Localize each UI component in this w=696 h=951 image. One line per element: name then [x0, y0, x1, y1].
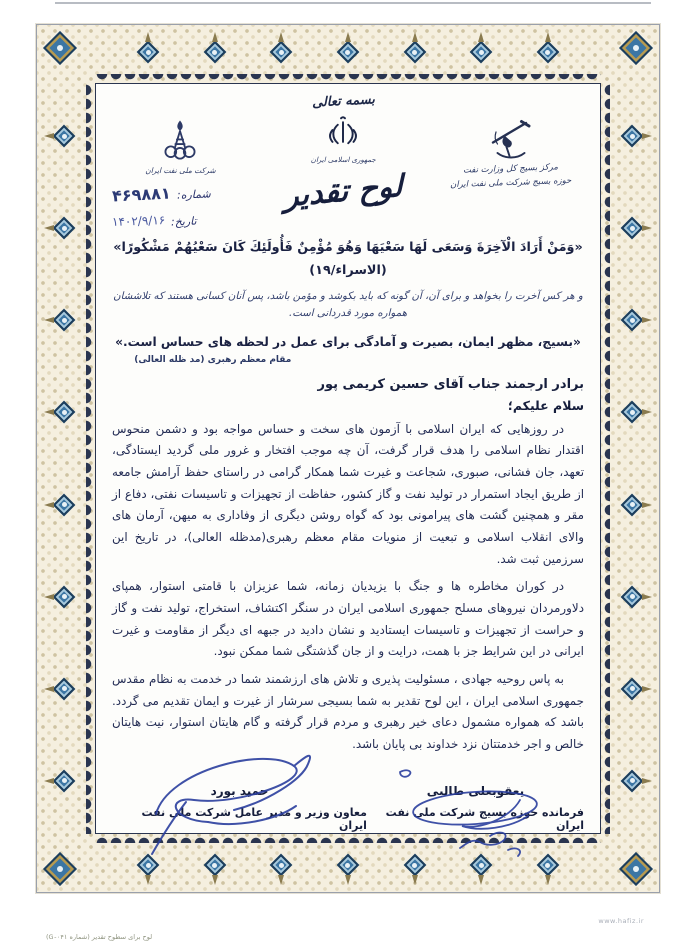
- salutation: برادر ارجمند جناب آقای حسین کریمی پور: [317, 376, 584, 392]
- nioc-org-name: شرکت ملی نفت ایران: [145, 166, 216, 175]
- border-medallion: [470, 854, 492, 876]
- number-row: [112, 185, 210, 204]
- leader-quote: «بسیج، مظهر ایمان، بصیرت و آمادگی برای عمل در لحظه های حساس است.»: [115, 334, 581, 349]
- iran-emblem-icon: [323, 113, 363, 155]
- border-medallion: [204, 854, 226, 876]
- certificate-title: لوح تقدیر: [283, 168, 403, 215]
- certificate-header: [112, 94, 584, 228]
- body-paragraph-3: به پاس روحیه جهادی ، مسئولیت پذیری و تلاش های ارزشمند شما در خدمت به نظام مقدس جمهوری اسلامی ایران ، این لوح تقدیر به شما بسیجی سرشار از غیرت و ایمان تقدیم می گردد. باشد که همواره مشمول دعای خیر رهبری و مردم قرار گرفته و گام هایتان استوار، نیت هایتان خالص و اجر خدمتتان نزد خداوند بی پایان باشد.: [112, 671, 584, 751]
- border-medallion: [53, 401, 75, 423]
- border-medallion: [537, 41, 559, 63]
- border-medallion: [53, 125, 75, 147]
- scan-artifact-line: [55, 2, 651, 4]
- border-edge-right: [621, 125, 643, 792]
- quran-verse: «وَمَنْ أَرَادَ الْآخِرَةَ وَسَعَى لَهَا سَعْيَهَا وَهُوَ مُؤْمِنٌ فَأُولَئِكَ كَانَ سَعْيُهُمْ مَشْكُورًا» (الاسراء/۱۹): [113, 240, 583, 279]
- border-medallion: [621, 494, 643, 516]
- border-medallion: [621, 217, 643, 239]
- scallop-edge-bottom: [95, 835, 601, 843]
- border-medallion: [621, 125, 643, 147]
- border-medallion: [337, 854, 359, 876]
- border-medallion: [53, 494, 75, 516]
- border-medallion: [53, 586, 75, 608]
- nioc-block: [112, 94, 249, 228]
- certificate-page: [95, 83, 601, 834]
- border-medallion: [270, 854, 292, 876]
- scallop-edge-left: [86, 83, 94, 834]
- border-medallion: [621, 401, 643, 423]
- border-medallion: [53, 770, 75, 792]
- number-label: شماره:: [176, 187, 211, 202]
- border-medallion: [621, 770, 643, 792]
- border-edge-bottom: [137, 854, 559, 876]
- border-medallion: [137, 41, 159, 63]
- border-medallion: [53, 678, 75, 700]
- border-corner-medallion: [45, 854, 75, 884]
- border-medallion: [53, 309, 75, 331]
- print-code-text: لوح برای سطوح تقدیر (شماره G-۰۴۱): [46, 933, 153, 941]
- border-edge-left: [53, 125, 75, 792]
- date-label: تاریخ:: [170, 214, 198, 228]
- greeting: سلام علیکم؛: [507, 397, 584, 413]
- bismillah-text: بسمه تعالی: [311, 92, 376, 111]
- signature-block-bovard: [112, 770, 367, 832]
- border-medallion: [537, 854, 559, 876]
- verse-translation: و هر کس آخرت را بخواهد و برای آن، آن گونه که باید بکوشد و مؤمن باشد، پس آنان کسانی هستند که تلاششان همواره مورد قدردانی است.: [113, 291, 583, 320]
- border-medallion: [621, 678, 643, 700]
- border-medallion: [404, 854, 426, 876]
- border-edge-top: [137, 41, 559, 63]
- basij-line1: مرکز بسیج کل وزارت نفت: [463, 162, 559, 176]
- signature-block-talebi: [367, 770, 584, 832]
- border-medallion: [621, 309, 643, 331]
- basij-irgc-logo-icon: [487, 114, 535, 162]
- border-corner-medallion: [621, 33, 651, 63]
- country-name: جمهوری اسلامی ایران: [310, 156, 376, 164]
- border-medallion: [404, 41, 426, 63]
- nioc-logo-icon: [157, 118, 203, 164]
- date-value: ۱۴۰۲/۹/۱۶: [111, 213, 166, 229]
- basij-line2: حوزه بسیج شرکت ملی نفت ایران: [449, 176, 572, 191]
- border-medallion: [204, 41, 226, 63]
- signatory-title: معاون وزیر و مدیر عامل شرکت ملی نفت ایران: [141, 805, 367, 832]
- border-medallion: [137, 854, 159, 876]
- border-medallion: [270, 41, 292, 63]
- center-block: [249, 92, 438, 215]
- scallop-edge-right: [602, 83, 610, 834]
- signatory-name: حمید بورد: [210, 783, 269, 798]
- body-paragraph-2: در کوران مخاطره ها و جنگ با یزیدیان زمانه، شما عزیزان با قامتی استوار، همپای دلاورمردان نیروهای مسلح جمهوری اسلامی ایران در سنگر اکتشاف، استخراج، تولید نفت و گاز و حراست از تجهیزات و تاسیسات ایستادید و نشان دادید در جبهه ای دیگر از مقاومت و غیرت ایرانی در این شرایط جز با همت، درایت و از جان گذشتگی شما ممکن نبود.: [112, 579, 584, 659]
- border-medallion: [470, 41, 492, 63]
- signature-row: [112, 770, 584, 832]
- body-paragraph-1: در روزهایی که ایران اسلامی با آزمون های سخت و حساس مواجه بود و دشمن منحوس اقتدار نظام اسلامی را هدف قرار گرفت، آن چه موجب افتخار و غرور ملی گردید ایستادگی، تعهد، جان فشانی، صبوری، شجاعت و غیرت شما همکار گرامی در راستای حفظ آرامش جامعه از طریق ایجاد استمرار در تولید نفت و گاز کشور، حفاظت از تجهیزات و تاسیسات نفتی، دفاع از مقر و همچنین گشت های پیرامونی بود که گواه روشن دیگری از وفاداری به میهن، آرمان های والای انقلاب اسلامی و تبعیت از منویات مقام معظم رهبری(مدظله العالی)، در تاریخ این سرزمین ثبت شد.: [112, 421, 584, 566]
- border-medallion: [621, 586, 643, 608]
- date-row: [112, 214, 197, 228]
- border-medallion: [53, 217, 75, 239]
- border-medallion: [337, 41, 359, 63]
- ornamental-border-frame: [36, 24, 660, 893]
- scallop-edge-top: [95, 74, 601, 82]
- signatory-name: یعقوبعلی طالبی: [426, 783, 525, 798]
- basij-block: [438, 94, 584, 191]
- signatory-title: فرمانده حوزه بسیج شرکت ملی نفت ایران: [385, 805, 584, 832]
- border-corner-medallion: [621, 854, 651, 884]
- watermark-text: www.hafiz.ir: [598, 917, 644, 925]
- quote-attribution: مقام معظم رهبری (مد ظله العالی): [134, 354, 292, 365]
- border-corner-medallion: [45, 33, 75, 63]
- number-value: ۴۶۹۸۸۱: [111, 183, 172, 206]
